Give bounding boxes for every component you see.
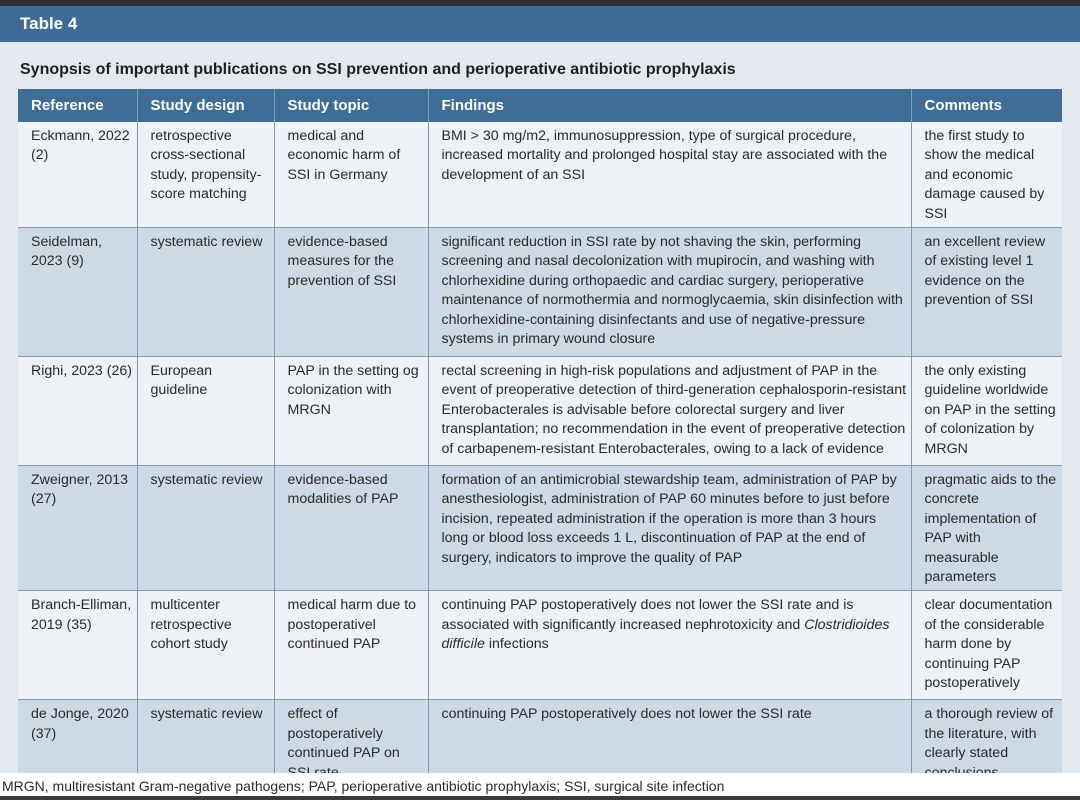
cell-reference: Zweigner, 2013 (27): [18, 466, 137, 591]
header-findings: Findings: [428, 89, 911, 122]
table-row: [18, 591, 1062, 700]
cell-findings: BMI > 30 mg/m2, immunosuppression, type of surgical procedure, increased mortality and prolonged hospital stay are associated with the development of an SSI: [428, 122, 911, 228]
header-reference: Reference: [18, 89, 137, 122]
table-label: Table 4: [20, 14, 78, 33]
cell-comments: a thorough review of the literature, with clearly stated: [911, 700, 1062, 789]
cell-design: retrospective cross-sectional study, propensity-score matching: [137, 122, 274, 228]
findings-species: Clostridioides difficile: [441, 616, 890, 653]
header-comments: Comments: [911, 89, 1062, 122]
synopsis-table: [18, 89, 1062, 789]
header-row: [18, 89, 1062, 122]
cell-reference: Eckmann, 2022 (2): [18, 122, 137, 228]
cell-reference: Branch-Elliman, 2019 (35): [18, 591, 137, 700]
cell-findings: [428, 591, 911, 700]
cell-design: European guideline: [137, 357, 274, 466]
table-panel: [0, 6, 1080, 773]
cell-comments: the only existing guideline worldwide on PAP in the setting of colonization by MRGN: [911, 357, 1062, 466]
cell-topic: evidence-based modalities of PAP: [274, 466, 428, 591]
cell-design: multicenter retrospective cohort study: [137, 591, 274, 700]
cell-topic: medical harm due to postoperativel continued PAP: [274, 591, 428, 700]
cell-design: systematic review: [137, 466, 274, 591]
table-label-bar: [0, 6, 1080, 42]
table-row: [18, 466, 1062, 591]
cell-design: systematic review: [137, 228, 274, 357]
table-caption: Synopsis of important publications on SSI prevention and perioperative antibiotic prophylaxis: [20, 61, 736, 78]
footnote: MRGN, multiresistant Gram-negative pathogens; PAP, perioperative antibiotic prophylaxis; SSI, surgical site infection: [0, 773, 1080, 800]
table-row: [18, 122, 1062, 228]
cell-topic: effect of postoperatively continued PAP on: [274, 700, 428, 789]
cell-topic: evidence-based measures for the prevention of SSI: [274, 228, 428, 357]
bottom-edge: [0, 796, 1080, 800]
cell-findings: significant reduction in SSI rate by not shaving the skin, performing screening and nasal decolonization with mupirocin, and washing with chlorhexidine during orthopaedic and cardiac surgery, perioperative maintenance of normothermia and normoglycaemia, skin disinfection with chlorhexidine-containing disinfectants and use of negative-pressure systems in primary wound closure: [428, 228, 911, 357]
header-study-design: Study design: [137, 89, 274, 122]
cell-comments: the first study to show the medical and economic damage caused by SSI: [911, 122, 1062, 228]
cell-design: systematic review: [137, 700, 274, 789]
findings-text-end: infections: [484, 636, 549, 653]
cell-reference: Seidelman, 2023 (9): [18, 228, 137, 357]
cell-comments: pragmatic aids to the concrete implementation of PAP with measurable parameters: [911, 466, 1062, 591]
cell-topic: PAP in the setting og colonization with MRGN: [274, 357, 428, 466]
cell-findings: continuing PAP postoperatively does not lower the SSI rate: [428, 700, 911, 789]
findings-text: continuing PAP postoperatively does not lower the SSI rate and is associated with significantly increased nephrotoxicity and: [441, 597, 854, 633]
cell-findings: rectal screening in high-risk populations and adjustment of PAP in the event of preoperative detection of third-generation cephalosporin-resistant Enterobacterales is advisable before colorectal surgery and liver transplantation; no recommendation in the event of preoperative detection of carbapenem-resistant Enterobacterales, owing to a lack of evidence: [428, 357, 911, 466]
cell-topic: medical and economic harm of SSI in Germany: [274, 122, 428, 228]
table-row: [18, 357, 1062, 466]
header-study-topic: Study topic: [274, 89, 428, 122]
cell-comments: clear documentation of the considerable harm done by continuing PAP postoperatively: [911, 591, 1062, 700]
cell-findings: formation of an antimicrobial stewardship team, administration of PAP by anesthesiologist, administration of PAP 60 minutes before to just before incision, repeated administration if the operation is more than 3 hours long or blood loss exceeds 1 L, discontinuation of PAP at the end of surgery, indicators to improve the quality of PAP: [428, 466, 911, 591]
table-row: [18, 228, 1062, 357]
cell-comments: an excellent review of existing level 1 evidence on the prevention of SSI: [911, 228, 1062, 357]
cell-reference: Righi, 2023 (26): [18, 357, 137, 466]
cell-reference: de Jonge, 2020 (37): [18, 700, 137, 789]
